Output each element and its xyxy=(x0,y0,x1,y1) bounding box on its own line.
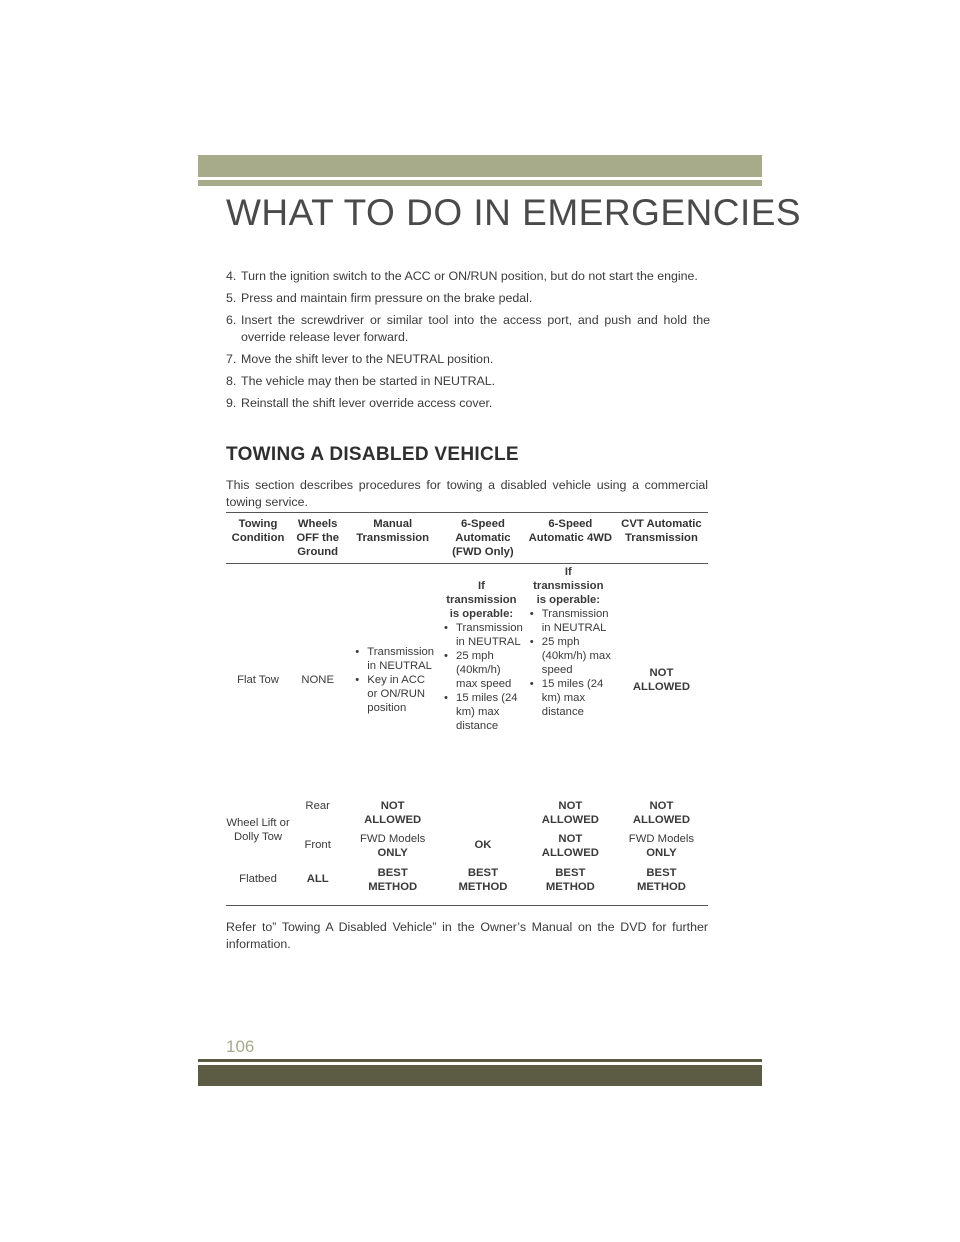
step-text: Insert the screwdriver or similar tool into the access port, and push and hold the override release lever forward. xyxy=(241,313,710,344)
table-cell: NOT ALLOWED xyxy=(541,800,599,826)
list-item xyxy=(226,373,710,390)
table-cell: NOT ALLOWED xyxy=(632,800,690,826)
table-cell: ALL xyxy=(306,873,329,885)
column-header: 6-Speed Automatic 4WD xyxy=(528,518,613,544)
column-header: Manual Transmission xyxy=(356,518,430,544)
step-text: The vehicle may then be started in NEUTRAL. xyxy=(241,374,496,388)
list-item xyxy=(226,395,710,412)
reference-paragraph: Refer to” Towing A Disabled Vehicle” in the Owner’s Manual on the DVD for further information. xyxy=(226,920,708,951)
table-cell: NOT ALLOWED xyxy=(541,833,599,859)
table-cell: Front xyxy=(304,839,331,851)
table-cell: BEST METHOD xyxy=(545,867,595,893)
table-cell: BEST METHOD xyxy=(636,867,686,893)
page-number: 106 xyxy=(226,1037,255,1056)
footer-rule xyxy=(198,1059,762,1062)
step-number: 4. xyxy=(226,269,237,283)
table-cell: BEST METHOD xyxy=(368,867,418,893)
section-title: TOWING A DISABLED VEHICLE xyxy=(226,444,519,465)
table-cell: Flat Tow xyxy=(237,673,279,686)
cell-heading: If transmission is operable: xyxy=(446,580,517,620)
cell-line: ONLY xyxy=(646,847,677,859)
cell-line: FWD Models xyxy=(628,833,695,845)
table-cell: OK xyxy=(474,839,492,851)
table-cell: Flatbed xyxy=(239,873,277,885)
list-item: • 15 miles (24 km) max distance xyxy=(444,691,523,733)
table-cell: BEST METHOD xyxy=(458,867,508,893)
column-header: Towing Condition xyxy=(231,518,285,544)
table-cell: NOT ALLOWED xyxy=(364,800,422,826)
list-item xyxy=(226,312,710,346)
steps-list xyxy=(226,268,710,417)
table-cell: NONE xyxy=(301,673,334,686)
intro-paragraph: This section describes procedures for towing a disabled vehicle using a commercial towing service. xyxy=(226,478,708,509)
table-cell xyxy=(526,563,615,796)
list-item: • 25 mph (40km/h) max speed xyxy=(444,649,523,691)
step-number: 5. xyxy=(226,291,237,305)
list-item xyxy=(226,290,710,307)
step-text: Turn the ignition switch to the ACC or ON/RUN position, but do not start the engine. xyxy=(241,269,698,283)
column-header: 6-Speed Automatic (FWD Only) xyxy=(452,518,514,558)
table-row xyxy=(226,864,708,905)
table-row xyxy=(226,563,708,796)
cell-heading: If transmission is operable: xyxy=(533,566,604,606)
table-cell: Rear xyxy=(305,800,330,812)
list-item: • Transmission in NEUTRAL xyxy=(355,645,434,673)
cell-line: ONLY xyxy=(377,847,408,859)
list-item: • Transmission in NEUTRAL xyxy=(444,621,523,649)
column-header: Wheels OFF the Ground xyxy=(296,518,340,558)
table-cell xyxy=(345,830,440,864)
step-text: Press and maintain firm pressure on the brake pedal. xyxy=(241,291,533,305)
list-item xyxy=(226,268,710,285)
list-item xyxy=(226,351,710,368)
header-bar xyxy=(198,155,762,177)
step-number: 6. xyxy=(226,313,237,327)
list-item: • Key in ACC or ON/RUN position xyxy=(355,673,434,715)
footer-bar xyxy=(198,1065,762,1086)
step-text: Move the shift lever to the NEUTRAL position. xyxy=(241,352,494,366)
towing-table xyxy=(226,513,708,905)
table-cell xyxy=(615,830,708,864)
list-item: • 15 miles (24 km) max distance xyxy=(530,677,611,719)
cell-line: FWD Models xyxy=(360,833,426,845)
table-rule-bottom xyxy=(226,905,708,906)
list-item: • 25 mph (40km/h) max speed xyxy=(530,635,611,677)
section-header: WHAT TO DO IN EMERGENCIES xyxy=(226,192,802,233)
table-header-row xyxy=(226,513,708,563)
table-row xyxy=(226,830,708,864)
table-cell xyxy=(345,563,440,796)
table-cell: NOT ALLOWED xyxy=(632,666,690,693)
step-text: Reinstall the shift lever override access cover. xyxy=(241,396,493,410)
table-cell: Wheel Lift or Dolly Tow xyxy=(226,817,290,843)
step-number: 7. xyxy=(226,352,237,366)
column-header: CVT Automatic Transmission xyxy=(621,518,702,544)
step-number: 8. xyxy=(226,374,237,388)
list-item: • Transmission in NEUTRAL xyxy=(530,607,611,635)
step-number: 9. xyxy=(226,396,237,410)
table-cell xyxy=(440,563,526,830)
header-rule xyxy=(198,180,762,186)
